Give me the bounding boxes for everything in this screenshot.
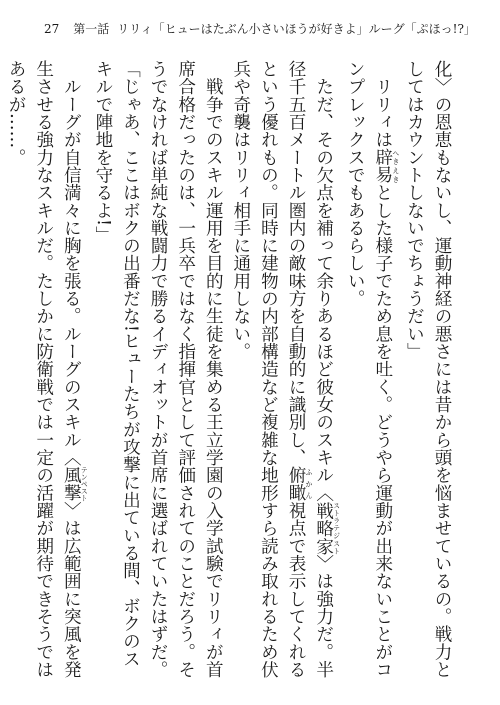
paragraph: ただ、その欠点を補って余りあるほど彼女のスキル〈戦略家 ストラテジスト〉は強力だ。半径千五百メートル圏内の敵味方を自動的に識別し、俯瞰 ふかん視点で表示してくれるという優れもの。同時に建物の内部構造など複雑な地形すら読み取れるため伏兵や奇襲はリリィ相手に通用しない。	[230, 60, 341, 679]
ruby-fuugeki: 風撃 テンペスト	[61, 466, 89, 502]
ruby-fukan: 俯瞰 ふかん	[286, 466, 314, 502]
running-header	[44, 18, 476, 40]
paragraph: ルーグが自信満々に胸を張る。ルーグのスキル〈風撃 テンペスト〉は広範囲に突風を発生させる強力なスキルだ。たしかに防衛戦では一定の活躍が期待できそうではあるが……。	[6, 60, 89, 679]
chapter-title: リリィ「ヒューはたぶん小さいほうが好きよ」ルーグ「ぷほっ!?」	[117, 22, 476, 36]
paragraph	[0, 60, 2, 685]
paragraph: リリィは辟易 へきえきとした様子でため息を吐く。どうやら運動が出来ないことがコンプレックスでもあるらしい。	[345, 60, 400, 679]
vertical-body-text	[6, 60, 455, 685]
chapter-label: 第一話	[73, 22, 110, 36]
paragraph: 化〉の恩恵もないし、運動神経の悪さには昔から頭を悩ませているの。戦力としてはカウントしないでちょうだい」	[404, 60, 452, 679]
page-number: 27	[44, 22, 60, 36]
paragraph: 戦争でのスキル運用を目的に生徒を集める王立学園の入学試験でリリィが首席合格だったのは、一兵卒ではなく指揮官として評価されてのことだろう。そうでなければ単純な戦闘力で勝るイディオットが首席に選ばれていたはずだ。	[148, 60, 224, 679]
ruby-heki: 辟易 へきえき	[372, 148, 400, 184]
paragraph: 「じゃあ、ここはボクの出番だな!ヒューたちが攻撃に出ている間、ボクのスキルで陣地を守るよ!」	[92, 60, 141, 668]
ruby-senryakuka: 戦略家 ストラテジスト	[313, 501, 341, 555]
